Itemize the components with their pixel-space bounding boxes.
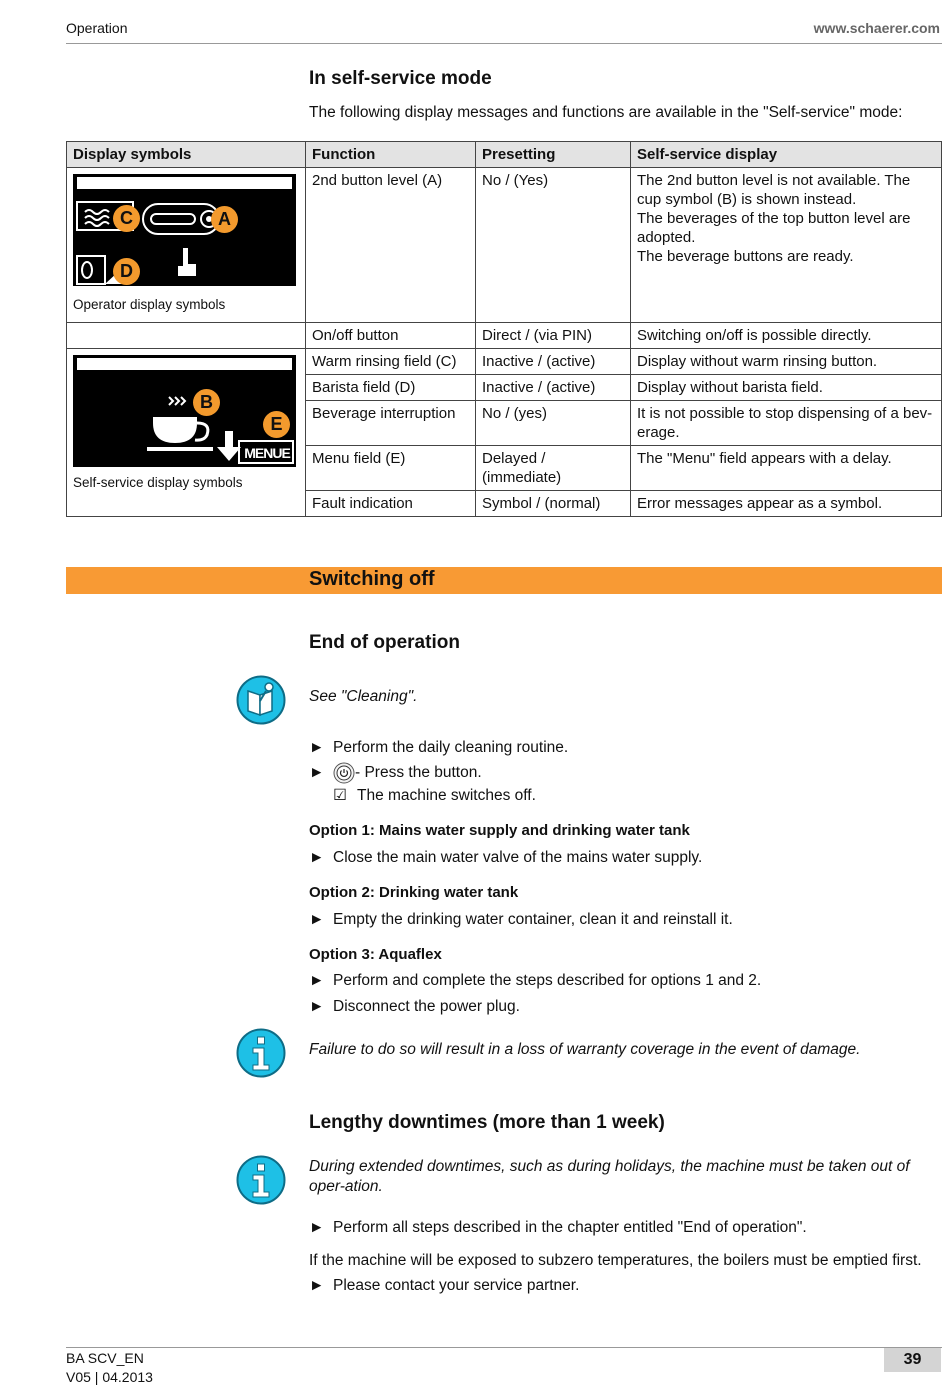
operator-display-caption: Operator display symbols	[73, 297, 226, 312]
bullet-arrow-icon: ►	[309, 1277, 325, 1294]
list-item	[309, 971, 761, 991]
bullet-arrow-icon: ►	[309, 849, 325, 866]
list-item	[309, 848, 702, 868]
menu-field-label: MENUE	[244, 445, 290, 461]
warranty-note: Failure to do so will result in a loss of warranty coverage in the event of damage.	[309, 1041, 861, 1058]
step-press-button: - Press the button.	[355, 764, 482, 781]
page-number: 39	[884, 1348, 941, 1372]
row2-display: Switching on/off is possible directly.	[631, 323, 942, 349]
info-icon	[236, 1028, 286, 1083]
row5-display: It is not possible to stop dispensing of a bev-erage.	[631, 401, 942, 446]
downtimes-step1: Perform all steps described in the chapter entitled "End of operation".	[333, 1219, 807, 1236]
row1-presetting: No / (Yes)	[476, 168, 631, 323]
table-header-row	[67, 142, 942, 168]
manual-reference-icon	[236, 675, 286, 730]
result-item	[333, 786, 536, 806]
downtimes-step2: Please contact your service partner.	[333, 1277, 580, 1294]
list-item	[309, 997, 520, 1017]
col-header-self-service-display: Self-service display	[631, 142, 942, 168]
bullet-arrow-icon: ►	[309, 764, 325, 781]
step-daily-cleaning: Perform the daily cleaning routine.	[333, 739, 569, 756]
row3-function: Warm rinsing field (C)	[306, 349, 476, 375]
row2-function: On/off button	[306, 323, 476, 349]
section-title-self-service: In self-service mode	[309, 68, 492, 89]
subsection-title-lengthy-downtimes: Lengthy downtimes (more than 1 week)	[309, 1112, 665, 1133]
row7-function: Fault indication	[306, 491, 476, 517]
footer-doc: BA SCV_EN	[66, 1350, 144, 1366]
self-service-display-caption: Self-service display symbols	[73, 475, 243, 490]
row1-function: 2nd button level (A)	[306, 168, 476, 323]
self-service-display-cell	[67, 349, 306, 517]
self-service-display-image	[73, 355, 296, 467]
badge-e: E	[263, 411, 290, 438]
option2-title: Option 2: Drinking water tank	[309, 884, 519, 901]
row5-presetting: No / (yes)	[476, 401, 631, 446]
header-divider	[66, 43, 942, 44]
footer-version: V05 | 04.2013	[66, 1369, 153, 1385]
row4-function: Barista field (D)	[306, 375, 476, 401]
table-row	[67, 349, 942, 375]
empty-cell	[67, 323, 306, 349]
row3-presetting: Inactive / (active)	[476, 349, 631, 375]
display-symbols-table	[66, 141, 942, 517]
subzero-note: If the machine will be exposed to subzero temperatures, the boilers must be emptied first.	[309, 1252, 922, 1269]
row6-function: Menu field (E)	[306, 446, 476, 491]
option3-title: Option 3: Aquaflex	[309, 946, 442, 963]
row5-function: Beverage interruption	[306, 401, 476, 446]
downtimes-note: During extended downtimes, such as during holidays, the machine must be taken out of oper-ation.	[309, 1158, 910, 1195]
subsection-title-end-of-operation: End of operation	[309, 632, 460, 653]
table-row	[67, 323, 942, 349]
see-cleaning-note: See "Cleaning".	[309, 688, 418, 705]
row7-display: Error messages appear as a symbol.	[631, 491, 942, 517]
header-website[interactable]: www.schaerer.com	[813, 20, 940, 36]
col-header-function: Function	[306, 142, 476, 168]
option3-step1: Perform and complete the steps described for options 1 and 2.	[333, 972, 762, 989]
bullet-arrow-icon: ►	[309, 1219, 325, 1236]
badge-b: B	[193, 389, 220, 416]
row4-display: Display without barista field.	[631, 375, 942, 401]
header-section: Operation	[66, 20, 128, 36]
power-button-icon	[333, 762, 355, 784]
self-service-intro: The following display messages and functions are available in the "Self-service" mode:	[309, 104, 903, 121]
bullet-arrow-icon: ►	[309, 739, 325, 756]
badge-d: D	[113, 258, 140, 285]
option3-step2: Disconnect the power plug.	[333, 998, 520, 1015]
table-row	[67, 168, 942, 323]
list-item	[309, 763, 482, 784]
section-title-switching-off: Switching off	[309, 568, 435, 590]
list-item	[309, 738, 568, 758]
row6-presetting: Delayed / (immediate)	[476, 446, 631, 491]
row7-presetting: Symbol / (normal)	[476, 491, 631, 517]
switching-off-band	[66, 567, 942, 594]
option2-step: Empty the drinking water container, clean it and reinstall it.	[333, 911, 733, 928]
badge-a: A	[211, 206, 238, 233]
checkbox-checked-icon: ☑	[333, 787, 347, 804]
result-machine-off: The machine switches off.	[357, 787, 536, 804]
col-header-display-symbols: Display symbols	[67, 142, 306, 168]
operator-display-cell	[67, 168, 306, 323]
row6-display: The "Menu" field appears with a delay.	[631, 446, 942, 491]
option1-step: Close the main water valve of the mains water supply.	[333, 849, 703, 866]
badge-c: C	[113, 205, 140, 232]
info-icon	[236, 1155, 286, 1210]
bullet-arrow-icon: ►	[309, 911, 325, 928]
list-item	[309, 1276, 579, 1296]
operator-display-image	[73, 174, 296, 286]
bullet-arrow-icon: ►	[309, 972, 325, 989]
footer-divider	[66, 1347, 942, 1348]
list-item	[309, 910, 733, 930]
row2-presetting: Direct / (via PIN)	[476, 323, 631, 349]
list-item	[309, 1218, 807, 1238]
row1-display: The 2nd button level is not available. The cup symbol (B) is shown instead. The beverages of the top button level are adopted. The beverage buttons are ready.	[631, 168, 942, 323]
option1-title: Option 1: Mains water supply and drinking water tank	[309, 822, 690, 839]
operator-display-graphic	[73, 174, 296, 286]
row3-display: Display without warm rinsing button.	[631, 349, 942, 375]
bullet-arrow-icon: ►	[309, 998, 325, 1015]
col-header-presetting: Presetting	[476, 142, 631, 168]
row4-presetting: Inactive / (active)	[476, 375, 631, 401]
